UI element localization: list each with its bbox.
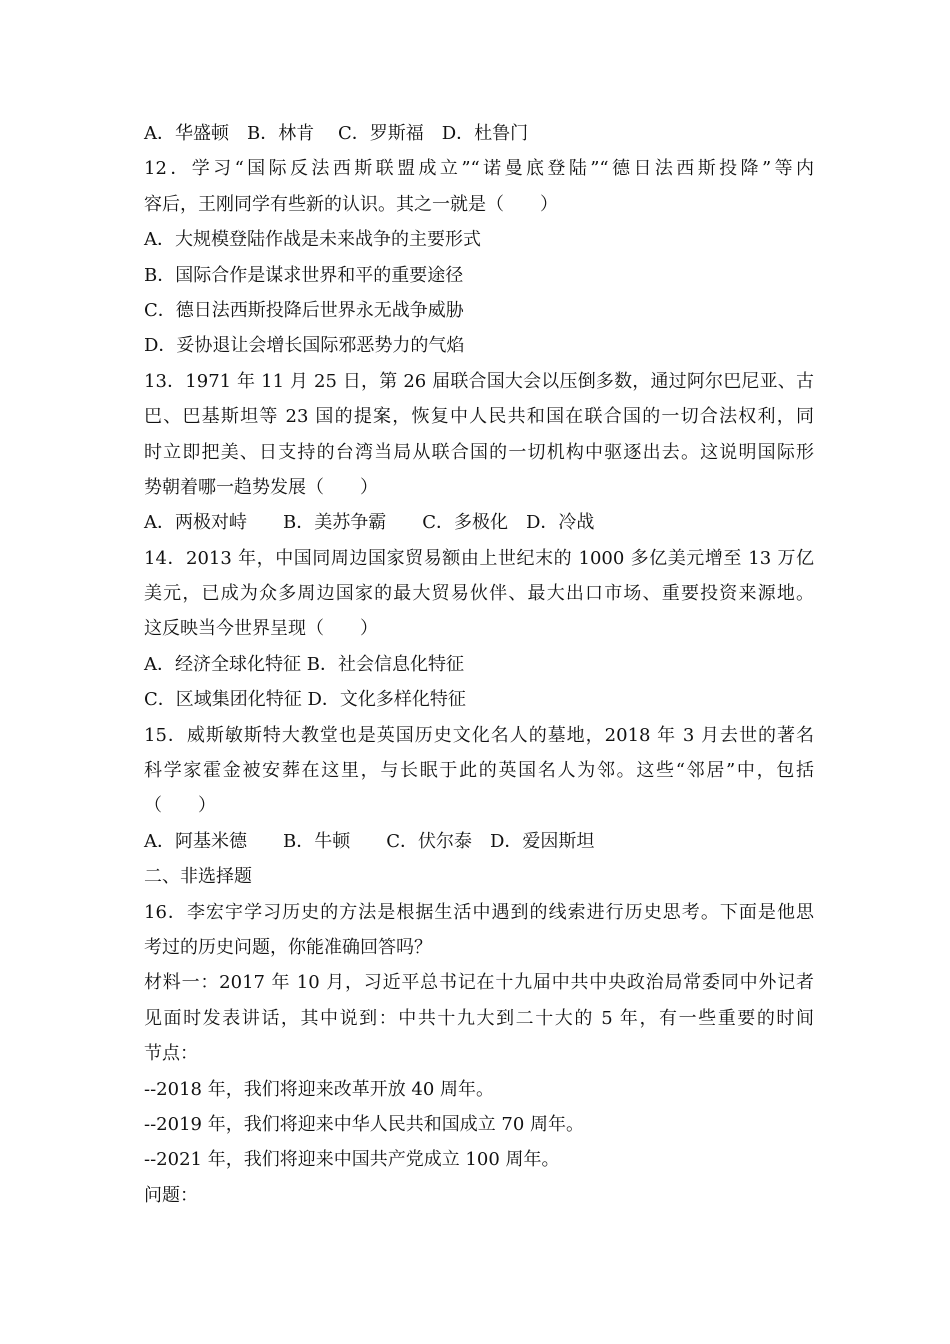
material-1-line-2: 见面时发表讲话，其中说到：中共十九大到二十大的 5 年，有一些重要的时间 <box>144 1007 814 1029</box>
material-1-item-2018: --2018 年，我们将迎来改革开放 40 周年。 <box>144 1078 495 1100</box>
question-14-line-2: 美元，已成为众多周边国家的最大贸易伙伴、最大出口市场、重要投资来源地。 <box>144 583 814 605</box>
question-12-option-a: A．大规模登陆作战是未来战争的主要形式 <box>144 229 481 251</box>
material-1-item-2021: --2021 年，我们将迎来中国共产党成立 100 周年。 <box>144 1149 560 1171</box>
question-12-option-d: D．妥协退让会增长国际邪恶势力的气焰 <box>144 335 465 357</box>
question-13-line-2: 巴、巴基斯坦等 23 国的提案，恢复中人民共和国在联合国的一切合法权利，同 <box>144 406 814 428</box>
material-1-item-2019: --2019 年，我们将迎来中华人民共和国成立 70 周年。 <box>144 1113 585 1135</box>
question-12-option-c: C．德日法西斯投降后世界永无战争威胁 <box>144 299 464 321</box>
material-1-line-3: 节点： <box>144 1043 198 1065</box>
option-line-q11: A．华盛顿 B．林肯 C．罗斯福 D．杜鲁门 <box>144 123 529 144</box>
question-12-line-1: 12．学习“国际反法西斯联盟成立”“诺曼底登陆”“德日法西斯投降”等内 <box>144 158 814 180</box>
section-heading-non-choice: 二、非选择题 <box>144 866 252 888</box>
question-15-options: A．阿基米德 B．牛顿 C．伏尔泰 D．爱因斯坦 <box>144 830 595 852</box>
question-13-options: A．两极对峙 B．美苏争霸 C．多极化 D．冷战 <box>144 512 595 534</box>
question-12-option-b: B．国际合作是谋求世界和平的重要途径 <box>144 264 464 286</box>
document-body <box>144 116 814 1213</box>
material-1-line-1: 材料一：2017 年 10 月，习近平总书记在十九届中共中央政治局常委同中外记者 <box>144 972 814 994</box>
question-13-line-4: 势朝着哪一趋势发展（ ） <box>144 476 378 498</box>
question-label: 问题： <box>144 1184 198 1206</box>
question-12-line-2: 容后，王刚同学有些新的认识。其之一就是（ ） <box>144 193 558 215</box>
question-13-line-1: 13．1971 年 11 月 25 日，第 26 届联合国大会以压倒多数，通过阿尔巴尼亚、古 <box>144 370 814 392</box>
question-13-line-3: 时立即把美、日支持的台湾当局从联合国的一切机构中驱逐出去。这说明国际形 <box>144 441 814 463</box>
question-16-line-1: 16．李宏宇学习历史的方法是根据生活中遇到的线索进行历史思考。下面是他思 <box>144 901 814 923</box>
question-14-options-cd: C．区域集团化特征 D．文化多样化特征 <box>144 689 466 711</box>
question-14-line-3: 这反映当今世界呈现（ ） <box>144 618 378 640</box>
question-15-line-1: 15．威斯敏斯特大教堂也是英国历史文化名人的墓地，2018 年 3 月去世的著名 <box>144 724 814 746</box>
question-15-line-3: （ ） <box>144 795 216 817</box>
question-15-line-2: 科学家霍金被安葬在这里，与长眠于此的英国名人为邻。这些“邻居”中，包括 <box>144 760 814 782</box>
question-14-line-1: 14．2013 年，中国同周边国家贸易额由上世纪末的 1000 多亿美元增至 13 万亿 <box>144 547 814 569</box>
question-16-line-2: 考过的历史问题，你能准确回答吗？ <box>144 936 432 958</box>
question-14-options-ab: A．经济全球化特征 B．社会信息化特征 <box>144 653 464 675</box>
